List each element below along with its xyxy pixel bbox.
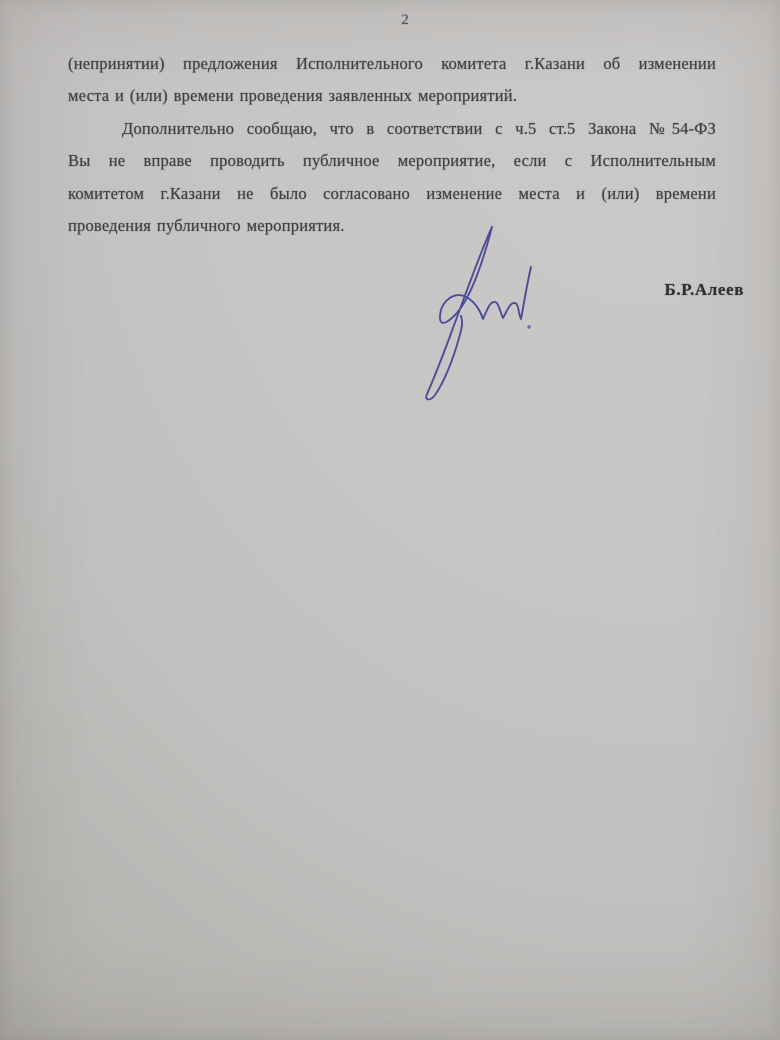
paragraph (68, 48, 716, 113)
document-text-line: комитетом г.Казани не было согласовано изменение места и (или) времени (68, 183, 716, 203)
signature-ink-dot (527, 325, 530, 328)
document-text-line: места и (или) времени проведения заявленных мероприятий. (68, 86, 518, 105)
document-text-line: (непринятии) предложения Исполнительного комитета г.Казани об изменении (68, 53, 716, 73)
page-number: 2 (401, 12, 409, 28)
document-text-block (68, 48, 716, 243)
handwritten-signature (413, 220, 553, 410)
document-text-line: Вы не вправе проводить публичное мероприятие, если с Исполнительным (68, 151, 716, 170)
signer-name: Б.Р.Алеев (664, 280, 744, 299)
paragraph (68, 113, 716, 243)
document-text-line: проведения публичного мероприятия. (68, 216, 345, 235)
signature-ink-strokes (413, 220, 553, 410)
document-text-line: Дополнительно сообщаю, что в соответствии с ч.5 ст.5 Закона №54-ФЗ (122, 118, 716, 138)
signature-stroke (426, 227, 492, 399)
